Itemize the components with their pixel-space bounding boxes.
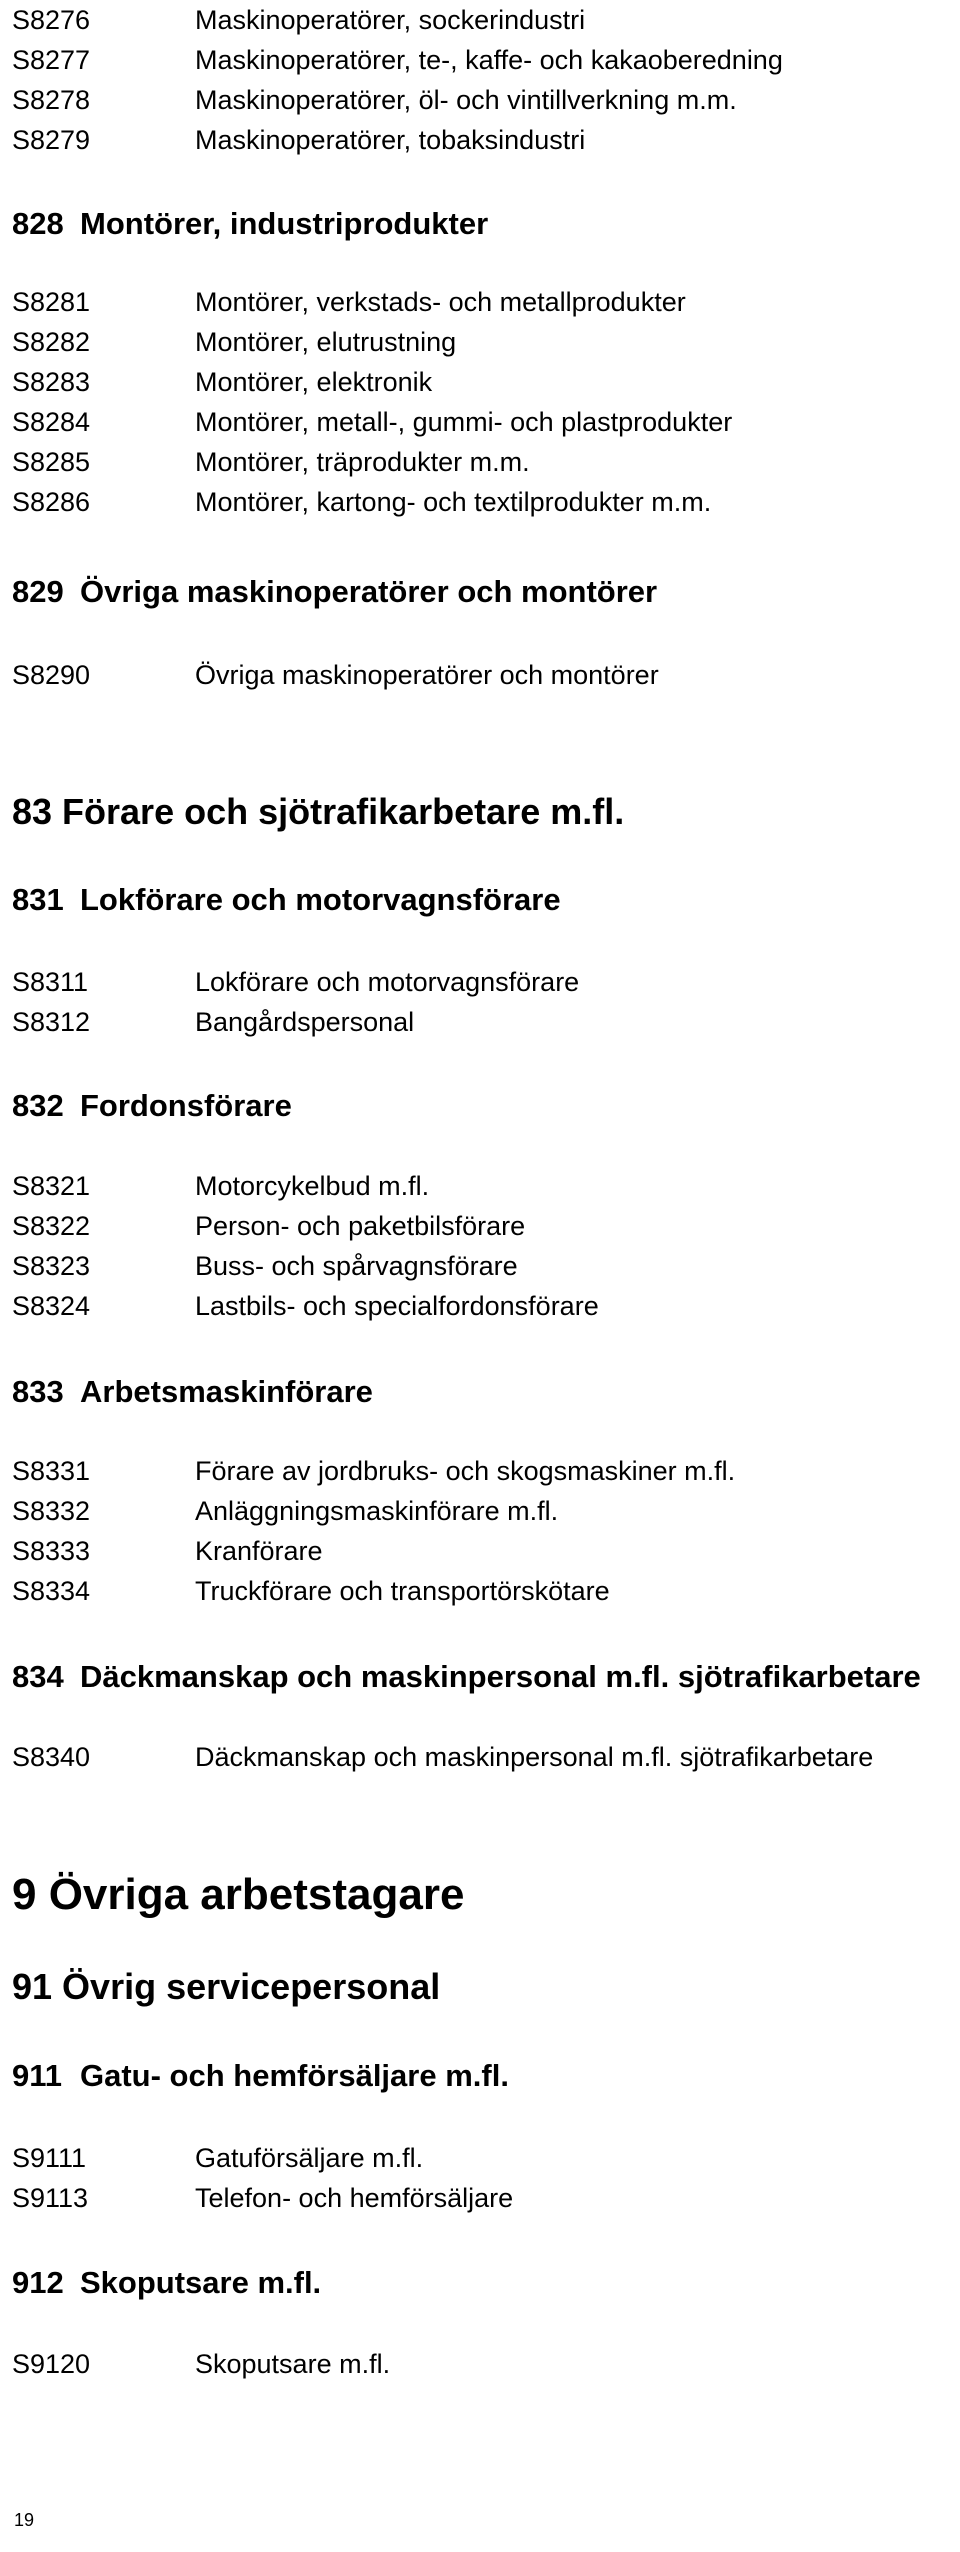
label: Montörer, metall-, gummi- och plastprodukter xyxy=(195,407,733,437)
code: S8334 xyxy=(12,1576,91,1606)
label: Anläggningsmaskinförare m.fl. xyxy=(195,1496,559,1526)
section-number: 828 xyxy=(12,206,64,241)
label: Person- och paketbilsförare xyxy=(195,1211,526,1241)
section-heading-83 xyxy=(12,787,624,837)
section-number: 832 xyxy=(12,1088,64,1123)
code: S8278 xyxy=(12,85,91,115)
label: Däckmanskap och maskinpersonal m.fl. sjötrafikarbetare xyxy=(195,1742,874,1772)
section-number: 834 xyxy=(12,1659,64,1694)
section-title: Övriga maskinoperatörer och montörer xyxy=(80,574,658,609)
section-heading-828 xyxy=(12,202,488,246)
code: S9111 xyxy=(12,2143,87,2173)
label: Maskinoperatörer, öl- och vintillverkning m.m. xyxy=(195,85,737,115)
code: S8282 xyxy=(12,327,91,357)
section-heading-9 xyxy=(12,1865,464,1925)
section-number: 911 xyxy=(12,2058,63,2093)
label: Montörer, elektronik xyxy=(195,367,433,397)
label: Telefon- och hemförsäljare xyxy=(195,2183,514,2213)
label: Montörer, träprodukter m.m. xyxy=(195,447,530,477)
label: Montörer, kartong- och textilprodukter m.m. xyxy=(195,487,712,517)
section-title: Gatu- och hemförsäljare m.fl. xyxy=(80,2058,509,2093)
section-heading-912 xyxy=(12,2261,321,2305)
label: Maskinoperatörer, te-, kaffe- och kakaoberedning xyxy=(195,45,783,75)
code: S8286 xyxy=(12,487,91,517)
code: S8285 xyxy=(12,447,91,477)
code: S8322 xyxy=(12,1211,91,1241)
code: S9113 xyxy=(12,2183,89,2213)
code: S8332 xyxy=(12,1496,91,1526)
section-heading-829 xyxy=(12,570,657,614)
label: Buss- och spårvagnsförare xyxy=(195,1251,518,1281)
label: Skoputsare m.fl. xyxy=(195,2349,391,2379)
section-title: Lokförare och motorvagnsförare xyxy=(80,882,561,917)
code: S8323 xyxy=(12,1251,91,1281)
section-heading-831 xyxy=(12,878,561,922)
code: S8283 xyxy=(12,367,91,397)
section-number: 912 xyxy=(12,2265,64,2300)
section-heading-833 xyxy=(12,1370,373,1414)
label: Lastbils- och specialfordonsförare xyxy=(195,1291,599,1321)
section-number: 829 xyxy=(12,574,64,609)
code: S8312 xyxy=(12,1007,91,1037)
section-title: Fordonsförare xyxy=(80,1088,292,1123)
label: Maskinoperatörer, sockerindustri xyxy=(195,5,586,35)
section-title: 91 Övrig servicepersonal xyxy=(12,1966,441,2007)
section-heading-911 xyxy=(12,2054,509,2098)
section-title: Skoputsare m.fl. xyxy=(80,2265,322,2300)
section-number: 831 xyxy=(12,882,64,917)
section-number: 833 xyxy=(12,1374,64,1409)
section-title: Montörer, industriprodukter xyxy=(80,206,489,241)
code: S8277 xyxy=(12,45,91,75)
label: Motorcykelbud m.fl. xyxy=(195,1171,430,1201)
code: S8279 xyxy=(12,125,91,155)
code: S9120 xyxy=(12,2349,91,2379)
section-title: Däckmanskap och maskinpersonal m.fl. sjötrafikarbetare xyxy=(80,1659,921,1694)
section-title: 9 Övriga arbetstagare xyxy=(12,1870,465,1919)
code: S8281 xyxy=(12,287,91,317)
label: Bangårdspersonal xyxy=(195,1007,415,1037)
section-heading-91 xyxy=(12,1962,440,2012)
code: S8290 xyxy=(12,660,91,690)
label: Övriga maskinoperatörer och montörer xyxy=(195,660,659,690)
section-title: Arbetsmaskinförare xyxy=(80,1374,373,1409)
code: S8333 xyxy=(12,1536,91,1566)
label: Truckförare och transportörskötare xyxy=(195,1576,610,1606)
code: S8311 xyxy=(12,967,89,997)
page-number: 19 xyxy=(14,2510,35,2530)
code: S8340 xyxy=(12,1742,91,1772)
code: S8284 xyxy=(12,407,91,437)
label: Montörer, elutrustning xyxy=(195,327,457,357)
label: Montörer, verkstads- och metallprodukter xyxy=(195,287,686,317)
section-heading-832 xyxy=(12,1084,292,1128)
code: S8321 xyxy=(12,1171,91,1201)
label: Gatuförsäljare m.fl. xyxy=(195,2143,424,2173)
label: Lokförare och motorvagnsförare xyxy=(195,967,580,997)
code: S8331 xyxy=(12,1456,91,1486)
label: Kranförare xyxy=(195,1536,323,1566)
code: S8324 xyxy=(12,1291,91,1321)
section-heading-834 xyxy=(12,1655,921,1699)
section-title: 83 Förare och sjötrafikarbetare m.fl. xyxy=(12,791,625,832)
label: Maskinoperatörer, tobaksindustri xyxy=(195,125,586,155)
label: Förare av jordbruks- och skogsmaskiner m.fl. xyxy=(195,1456,736,1486)
code: S8276 xyxy=(12,5,91,35)
